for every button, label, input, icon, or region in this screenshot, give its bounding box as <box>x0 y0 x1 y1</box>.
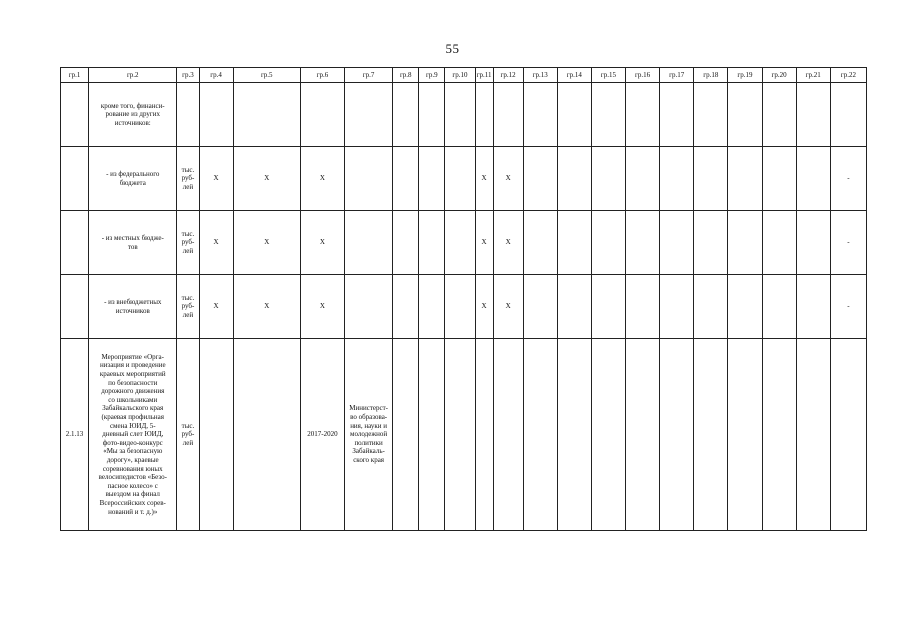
cell-empty <box>626 275 660 339</box>
cell-empty <box>523 147 557 211</box>
cell-empty <box>591 211 625 275</box>
col-header: гр.10 <box>445 68 475 83</box>
cell-value: X <box>493 211 523 275</box>
cell-empty <box>626 211 660 275</box>
cell-empty <box>728 211 762 275</box>
cell-empty <box>523 211 557 275</box>
cell-executor <box>345 275 393 339</box>
cell-value: X <box>493 147 523 211</box>
col-header: гр.7 <box>345 68 393 83</box>
cell-empty <box>694 147 728 211</box>
cell-period: 2017-2020 <box>300 339 344 531</box>
cell-empty <box>762 147 796 211</box>
col-header: гр.4 <box>199 68 233 83</box>
col-header: гр.9 <box>419 68 445 83</box>
cell-empty <box>557 83 591 147</box>
cell-value: X <box>233 275 300 339</box>
cell-value: X <box>493 275 523 339</box>
cell-empty <box>660 83 694 147</box>
cell-empty <box>591 339 625 531</box>
table-row <box>61 275 867 339</box>
cell-empty <box>445 275 475 339</box>
header-row <box>61 68 867 83</box>
cell-executor <box>345 147 393 211</box>
col-header: гр.1 <box>61 68 89 83</box>
cell-empty <box>419 211 445 275</box>
cell-empty <box>660 275 694 339</box>
cell-empty <box>557 147 591 211</box>
cell-value <box>493 83 523 147</box>
col-header: гр.21 <box>796 68 830 83</box>
col-header: гр.11 <box>475 68 493 83</box>
cell-empty <box>796 275 830 339</box>
cell-value <box>199 83 233 147</box>
cell-empty <box>694 339 728 531</box>
cell-empty <box>626 83 660 147</box>
cell-empty <box>591 275 625 339</box>
cell-empty <box>445 83 475 147</box>
cell-empty <box>419 339 445 531</box>
cell-number <box>61 83 89 147</box>
col-header: гр.18 <box>694 68 728 83</box>
cell-empty <box>762 339 796 531</box>
cell-number <box>61 275 89 339</box>
cell-empty <box>694 275 728 339</box>
cell-unit: тыс. руб- лей <box>177 275 199 339</box>
cell-description: Мероприятие «Орга- низация и проведение краевых мероприятий по безопасности дорожного движения со школьниками Забайкальского края (краевая профильная смена ЮИД, 5- дневный слет ЮИД, фото-видео-конкурс «Мы за безопасную дорогу», краевые соревнования юных велосипедистов «Безо- пасное колесо» с выездом на финал Всероссийских сорев- нований и т. д.)» <box>89 339 177 531</box>
cell-empty <box>660 147 694 211</box>
cell-executor <box>345 211 393 275</box>
cell-empty <box>762 83 796 147</box>
cell-unit: тыс. руб- лей <box>177 339 199 531</box>
col-header: гр.22 <box>830 68 866 83</box>
cell-value: X <box>300 275 344 339</box>
cell-empty <box>694 83 728 147</box>
cell-empty <box>796 147 830 211</box>
cell-value: X <box>475 211 493 275</box>
col-header: гр.20 <box>762 68 796 83</box>
cell-empty <box>445 339 475 531</box>
cell-empty <box>557 339 591 531</box>
cell-empty <box>419 275 445 339</box>
page-number: 55 <box>445 41 460 56</box>
cell-executor <box>345 83 393 147</box>
cell-number <box>61 147 89 211</box>
col-header: гр.6 <box>300 68 344 83</box>
cell-value: X <box>199 275 233 339</box>
table-row <box>61 83 867 147</box>
cell-description: - из местных бюдже- тов <box>89 211 177 275</box>
cell-empty <box>445 211 475 275</box>
cell-value: X <box>300 211 344 275</box>
cell-empty <box>660 339 694 531</box>
col-header: гр.14 <box>557 68 591 83</box>
cell-empty <box>393 211 419 275</box>
cell-description: кроме того, финанси- рование из других источников: <box>89 83 177 147</box>
col-header: гр.12 <box>493 68 523 83</box>
col-header: гр.2 <box>89 68 177 83</box>
cell-value: X <box>233 211 300 275</box>
col-header: гр.17 <box>660 68 694 83</box>
cell-value: - <box>830 147 866 211</box>
cell-empty <box>796 339 830 531</box>
cell-value <box>830 83 866 147</box>
table-row <box>61 339 867 531</box>
cell-number <box>61 211 89 275</box>
table-row <box>61 147 867 211</box>
cell-empty <box>728 83 762 147</box>
col-header: гр.15 <box>591 68 625 83</box>
cell-empty <box>660 211 694 275</box>
cell-value: X <box>233 147 300 211</box>
cell-empty <box>523 83 557 147</box>
cell-value <box>475 339 493 531</box>
cell-executor: Министерст- во образова- ния, науки и молодежной политики Забайкаль- ского края <box>345 339 393 531</box>
cell-description: - из федерального бюджета <box>89 147 177 211</box>
cell-empty <box>557 275 591 339</box>
col-header: гр.16 <box>626 68 660 83</box>
cell-value <box>300 83 344 147</box>
cell-value <box>233 83 300 147</box>
cell-unit <box>177 83 199 147</box>
cell-empty <box>393 83 419 147</box>
cell-value <box>830 339 866 531</box>
cell-unit: тыс. руб- лей <box>177 147 199 211</box>
cell-empty <box>694 211 728 275</box>
cell-empty <box>626 339 660 531</box>
cell-empty <box>626 147 660 211</box>
col-header: гр.8 <box>393 68 419 83</box>
cell-value: X <box>475 147 493 211</box>
cell-number: 2.1.13 <box>61 339 89 531</box>
cell-empty <box>728 147 762 211</box>
table-row <box>61 211 867 275</box>
cell-value <box>199 339 233 531</box>
cell-empty <box>419 83 445 147</box>
cell-value: X <box>475 275 493 339</box>
cell-value: - <box>830 211 866 275</box>
col-header: гр.13 <box>523 68 557 83</box>
cell-value: - <box>830 275 866 339</box>
cell-empty <box>762 275 796 339</box>
cell-value: X <box>300 147 344 211</box>
col-header: гр.3 <box>177 68 199 83</box>
cell-empty <box>523 339 557 531</box>
cell-value: X <box>199 211 233 275</box>
cell-unit: тыс. руб- лей <box>177 211 199 275</box>
cell-empty <box>591 147 625 211</box>
cell-value <box>475 83 493 147</box>
cell-empty <box>393 339 419 531</box>
col-header: гр.5 <box>233 68 300 83</box>
cell-empty <box>445 147 475 211</box>
budget-table <box>60 67 867 531</box>
cell-value <box>233 339 300 531</box>
cell-empty <box>591 83 625 147</box>
cell-value: X <box>199 147 233 211</box>
col-header: гр.19 <box>728 68 762 83</box>
cell-empty <box>523 275 557 339</box>
cell-value <box>493 339 523 531</box>
cell-empty <box>762 211 796 275</box>
cell-empty <box>796 83 830 147</box>
cell-empty <box>557 211 591 275</box>
cell-empty <box>796 211 830 275</box>
cell-empty <box>419 147 445 211</box>
cell-empty <box>393 147 419 211</box>
cell-description: - из внебюджетных источников <box>89 275 177 339</box>
cell-empty <box>728 339 762 531</box>
cell-empty <box>393 275 419 339</box>
cell-empty <box>728 275 762 339</box>
